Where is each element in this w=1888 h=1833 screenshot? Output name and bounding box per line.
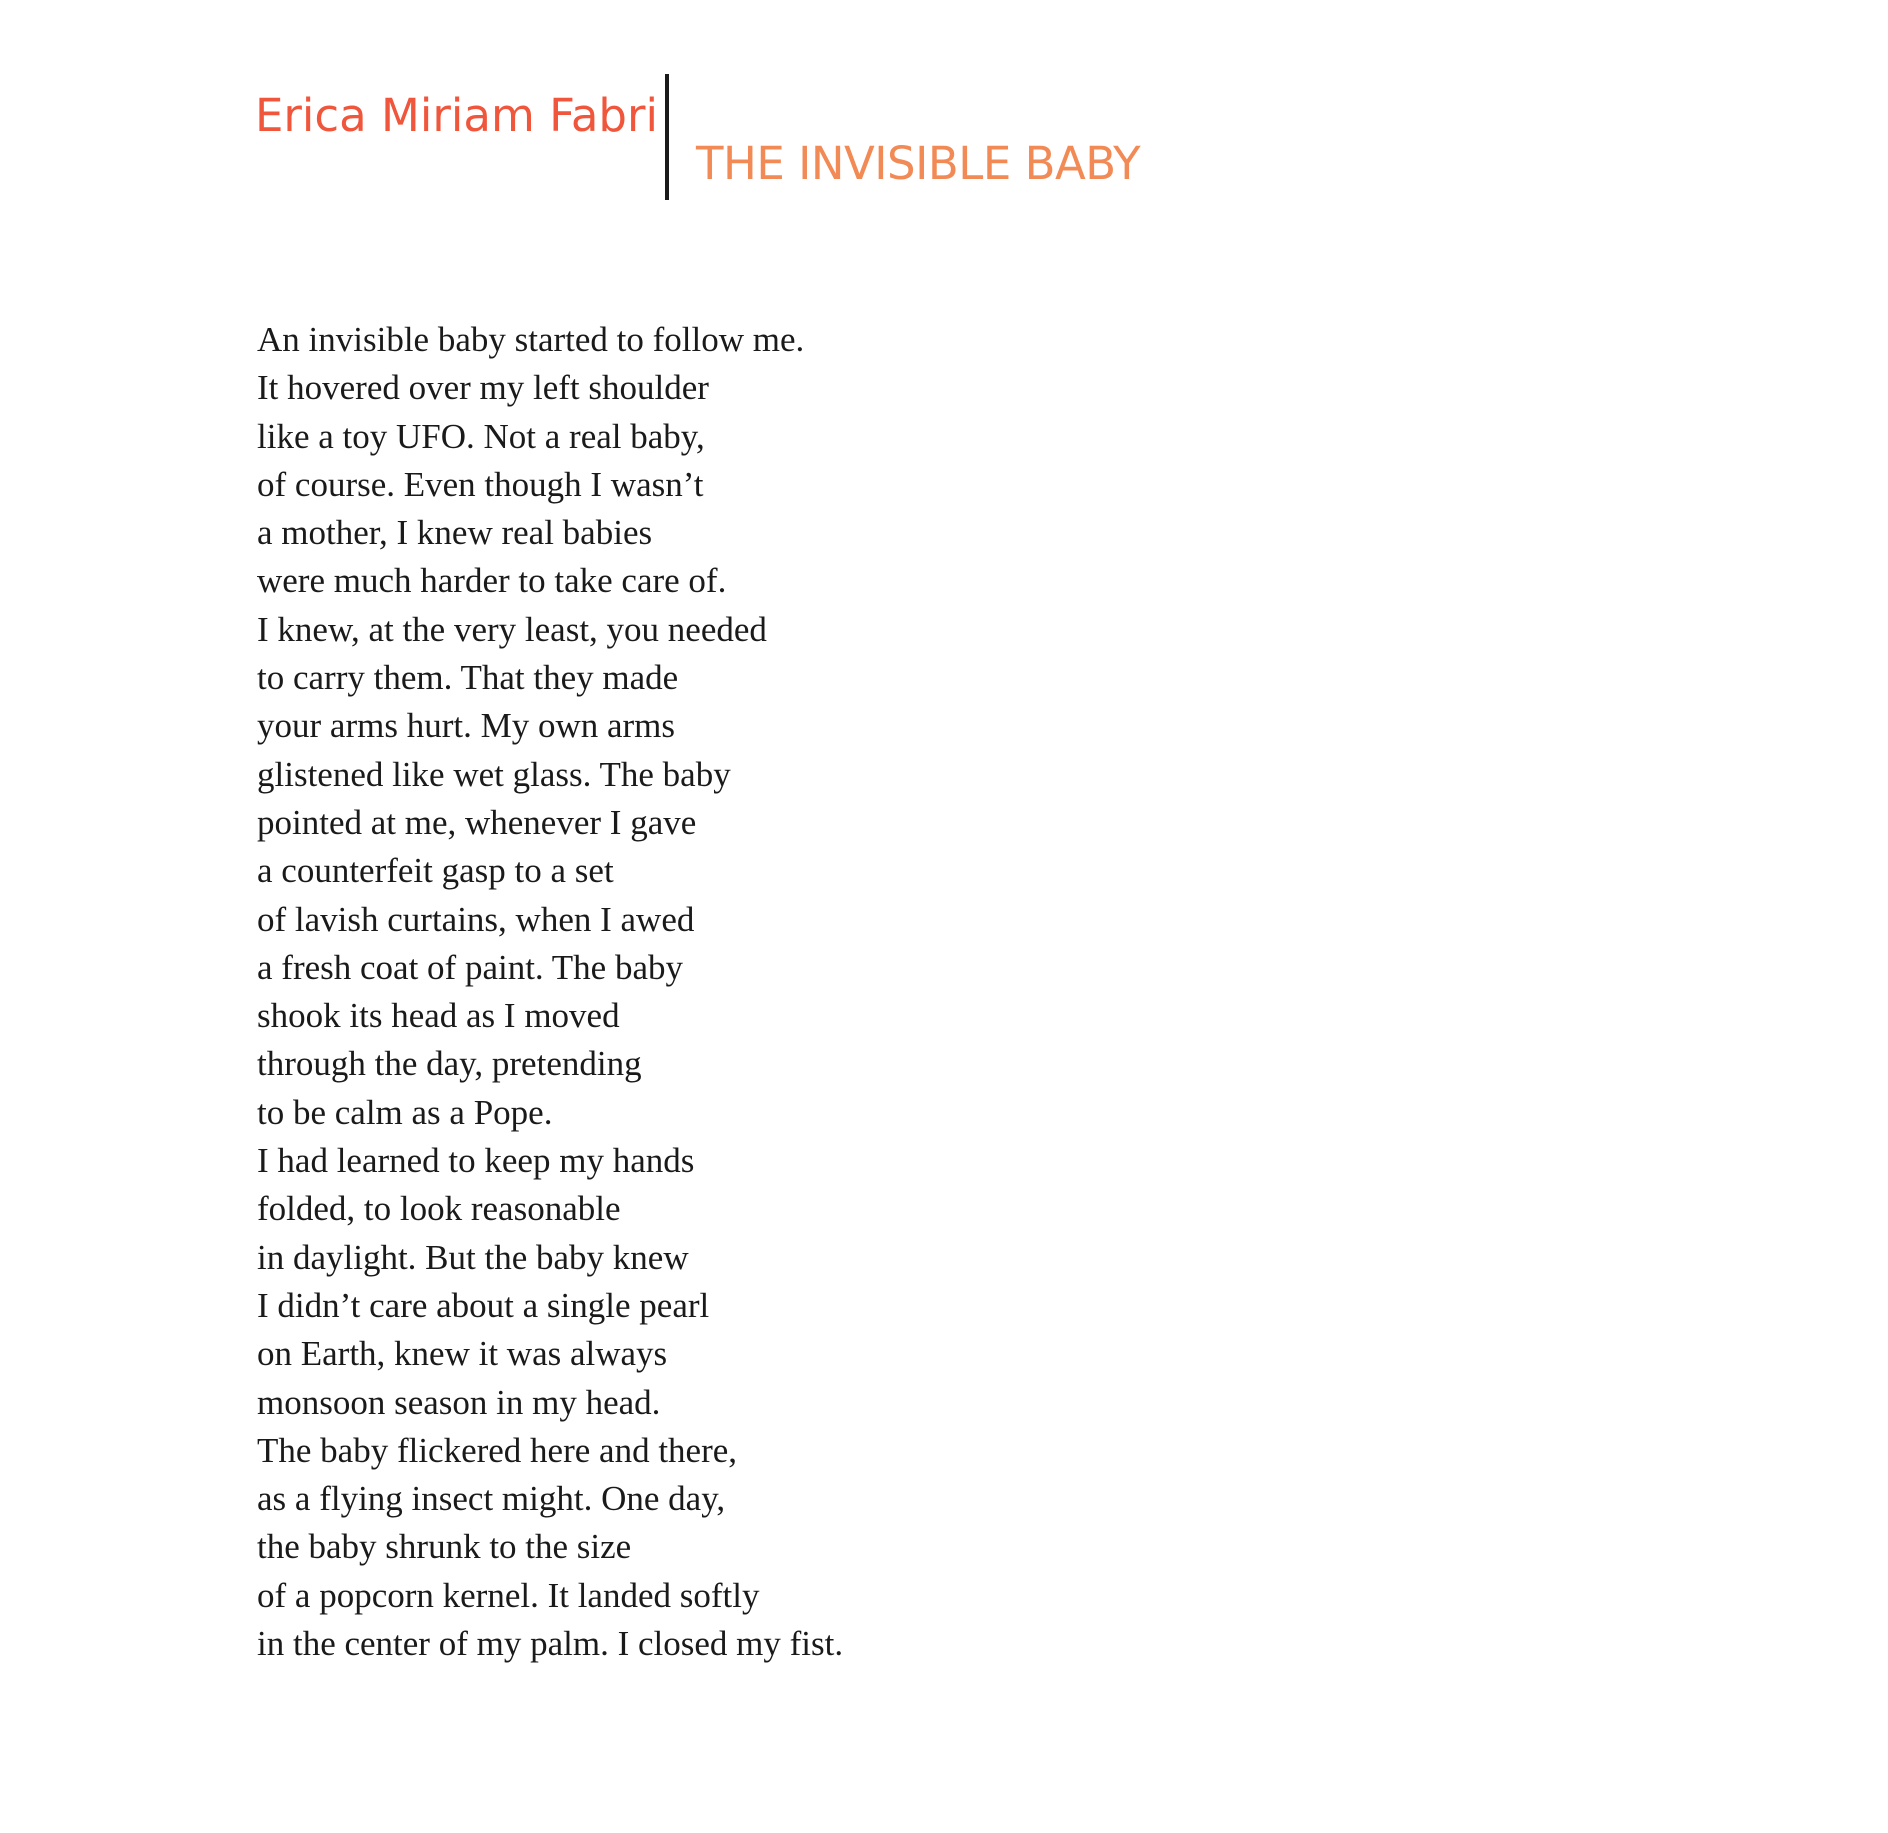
poem-header bbox=[0, 0, 1888, 240]
author-name: Erica Miriam Fabri bbox=[255, 89, 659, 142]
poem-line: a counterfeit gasp to a set bbox=[257, 851, 614, 891]
poem-line: shook its head as I moved bbox=[257, 996, 620, 1036]
poem-line: through the day, pretending bbox=[257, 1044, 642, 1084]
poem-line: I didn’t care about a single pearl bbox=[257, 1285, 710, 1325]
poem-line: glistened like wet glass. The baby bbox=[257, 754, 731, 794]
poem-line: in daylight. But the baby knew bbox=[257, 1237, 689, 1277]
poem-line: of lavish curtains, when I awed bbox=[257, 899, 695, 939]
poem-line: It hovered over my left shoulder bbox=[257, 368, 709, 408]
poem-line: The baby flickered here and there, bbox=[257, 1430, 738, 1470]
poem-line: as a flying insect might. One day, bbox=[257, 1479, 726, 1519]
poem-line: were much harder to take care of. bbox=[257, 561, 727, 601]
poem-line: your arms hurt. My own arms bbox=[257, 706, 676, 746]
poem-line: the baby shrunk to the size bbox=[257, 1527, 632, 1567]
poem-title: THE INVISIBLE BABY bbox=[696, 137, 1141, 190]
poem-line: monsoon season in my head. bbox=[257, 1382, 661, 1422]
poem-line: of a popcorn kernel. It landed softly bbox=[257, 1575, 760, 1615]
header-divider bbox=[665, 74, 669, 200]
poem-line: in the center of my palm. I closed my fist. bbox=[257, 1624, 844, 1664]
poem-line: pointed at me, whenever I gave bbox=[257, 802, 697, 842]
poem-line: like a toy UFO. Not a real baby, bbox=[257, 416, 705, 456]
poem-line: a fresh coat of paint. The baby bbox=[257, 947, 683, 987]
poem-line: I had learned to keep my hands bbox=[257, 1141, 695, 1181]
poem-line: a mother, I knew real babies bbox=[257, 513, 653, 553]
poem-body bbox=[257, 316, 843, 1668]
poem-line: on Earth, knew it was always bbox=[257, 1334, 668, 1374]
poem-line: to carry them. That they made bbox=[257, 658, 679, 698]
poem-line: to be calm as a Pope. bbox=[257, 1092, 553, 1132]
poem-line: of course. Even though I wasn’t bbox=[257, 464, 704, 504]
poem-line: I knew, at the very least, you needed bbox=[257, 609, 767, 649]
poem-line: An invisible baby started to follow me. bbox=[257, 320, 805, 359]
poem-line: folded, to look reasonable bbox=[257, 1189, 621, 1229]
